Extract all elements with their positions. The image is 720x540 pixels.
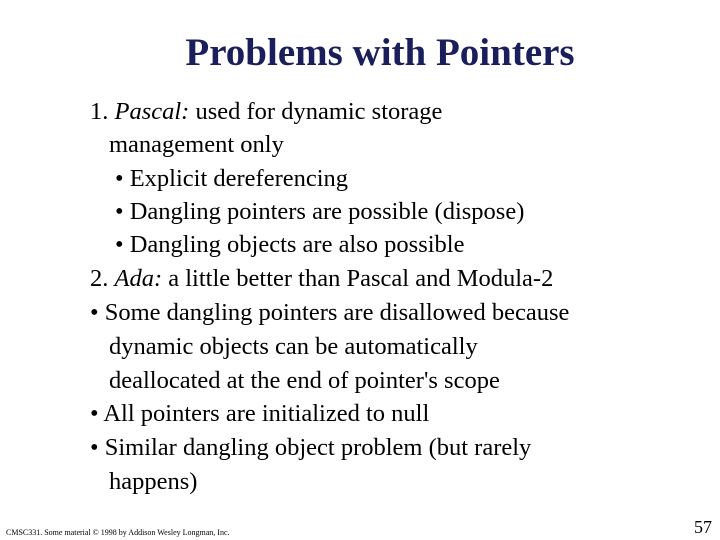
item-1-language: Pascal: (114, 98, 190, 125)
item-2-language: Ada: (114, 265, 163, 292)
item-1-bullet: • Dangling pointers are possible (dispose) (115, 198, 525, 225)
item-2-heading (90, 264, 553, 294)
item-2-number: 2. (90, 265, 115, 292)
item-2-bullet: • Similar dangling object problem (but rarely (90, 434, 532, 461)
item-1-continuation: management only (109, 131, 284, 158)
footer-credit: CMSC331. Some material © 1998 by Addison Wesley Longman, Inc. (6, 528, 230, 537)
item-2-bullet: • Some dangling pointers are disallowed because (90, 299, 570, 326)
item-1-bullet: • Explicit dereferencing (115, 165, 349, 192)
item-2-bullet-continuation: deallocated at the end of pointer's scope (109, 367, 500, 394)
item-2-bullet-continuation: dynamic objects can be automatically (109, 333, 478, 360)
item-1-number: 1. (90, 98, 115, 125)
item-1-bullet: • Dangling objects are also possible (115, 231, 465, 258)
slide-title: Problems with Pointers (185, 31, 575, 74)
item-1-heading (90, 97, 442, 127)
item-2-text: a little better than Pascal and Modula-2 (162, 265, 554, 292)
item-2-bullet: • All pointers are initialized to null (90, 400, 430, 427)
page-number: 57 (694, 517, 712, 537)
item-1-text: used for dynamic storage (189, 98, 443, 125)
item-2-bullet-continuation: happens) (109, 468, 198, 495)
